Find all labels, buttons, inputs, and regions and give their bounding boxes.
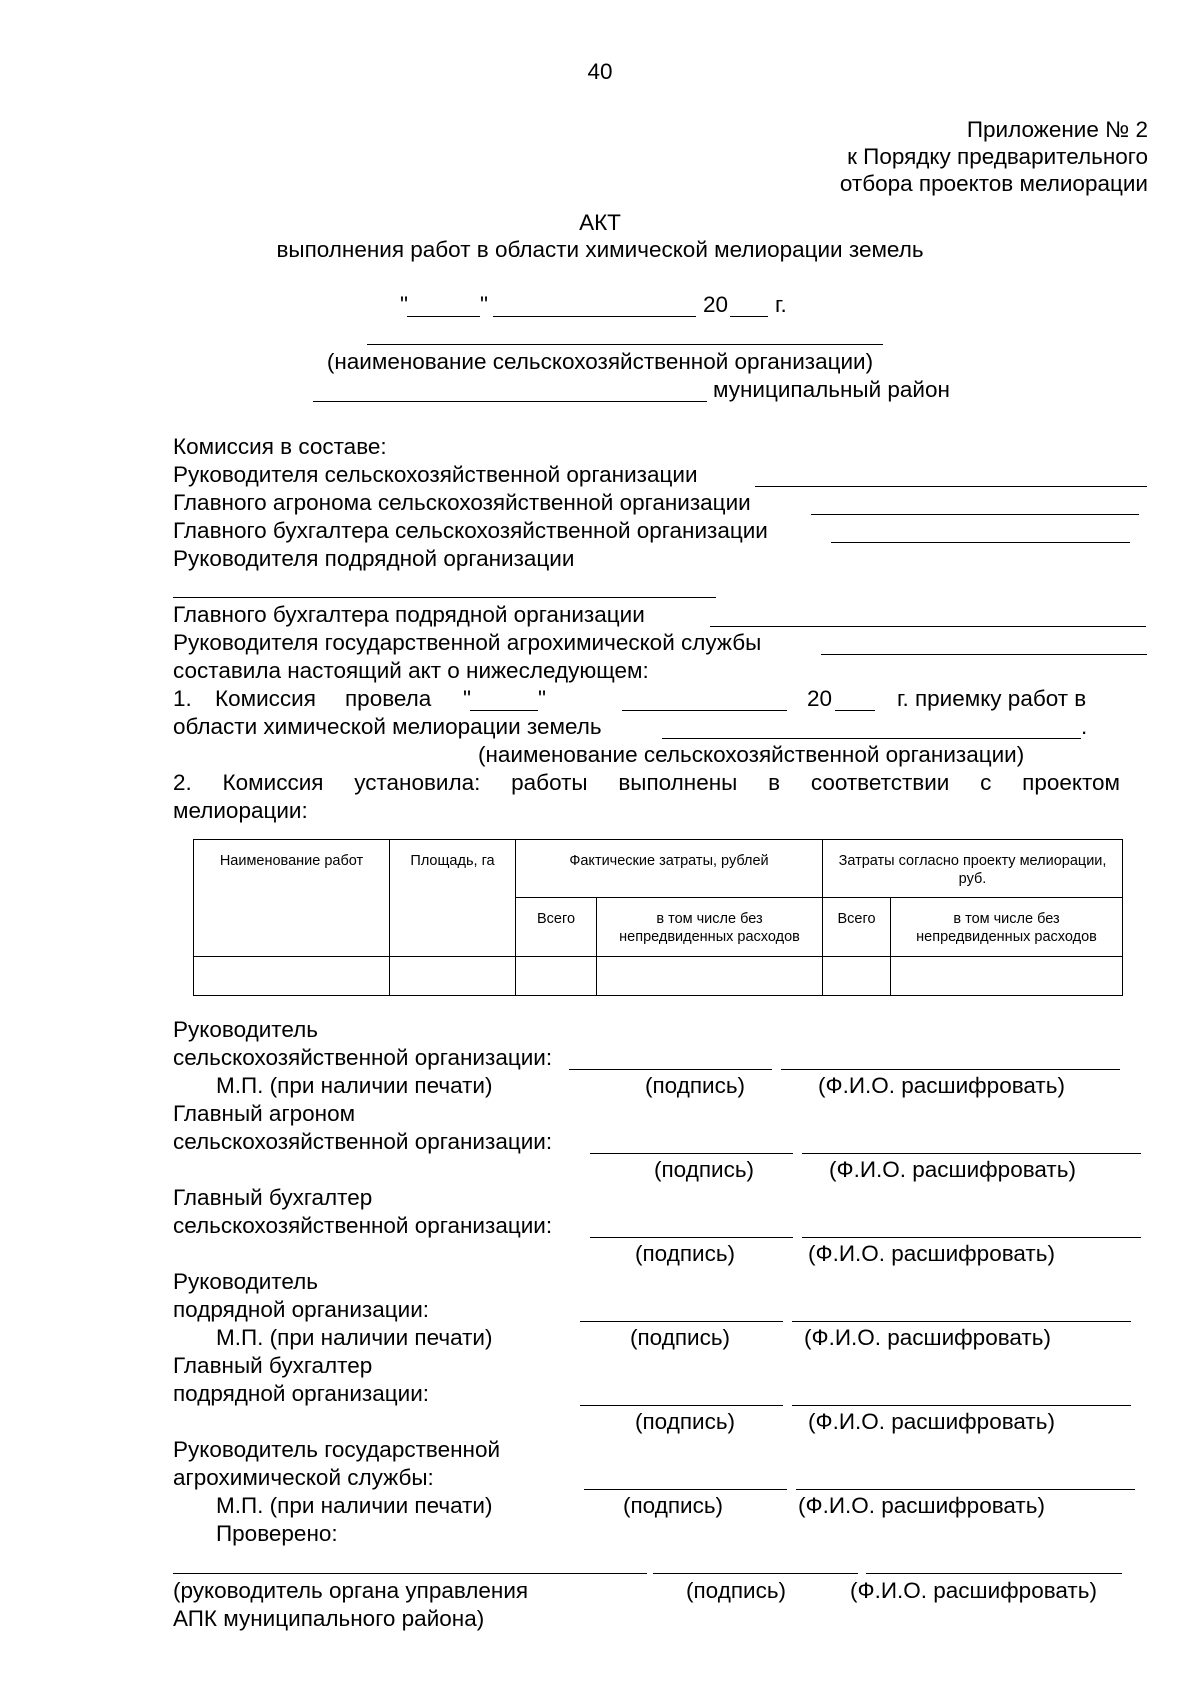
item1-day-field[interactable]: [470, 710, 538, 711]
item1-line2: области химической мелиорации земель: [173, 714, 602, 739]
item1-word-conducted: провела: [345, 686, 432, 711]
table-header-project: Затраты согласно проекту мелиорации, руб.: [823, 840, 1123, 898]
table-header-name: Наименование работ: [194, 840, 390, 957]
member-field[interactable]: [173, 597, 716, 598]
sig3-signature-caption: (подпись): [635, 1241, 736, 1266]
sig4-signature-field[interactable]: [580, 1321, 783, 1322]
table-cell[interactable]: [891, 957, 1123, 996]
item1-quote-open: ": [463, 686, 471, 711]
head-position-field[interactable]: [173, 1573, 647, 1574]
org-name-field[interactable]: [367, 344, 883, 345]
table-cell[interactable]: [194, 957, 390, 996]
item1-number: 1.: [173, 686, 192, 711]
item1-org-field[interactable]: [662, 738, 1081, 739]
sig1-signature-field[interactable]: [569, 1069, 772, 1070]
sig3-fio-field[interactable]: [802, 1237, 1141, 1238]
member-label: Главного агронома сельскохозяйственной организации: [173, 490, 751, 515]
head-signature-caption: (подпись): [686, 1578, 787, 1603]
member-label: Главного бухгалтера сельскохозяйственной организации: [173, 518, 768, 543]
checked-label: Проверено:: [216, 1521, 338, 1546]
sig2-title: Главный агроном: [173, 1101, 356, 1126]
item1-month-field[interactable]: [622, 710, 787, 711]
sig5-signature-caption: (подпись): [635, 1409, 736, 1434]
member-label: Главного бухгалтера подрядной организации: [173, 602, 645, 627]
sig2-org: сельскохозяйственной организации:: [173, 1129, 553, 1154]
table-cell[interactable]: [516, 957, 597, 996]
head-caption-line2: АПК муниципального района): [173, 1606, 485, 1631]
item1-year-field[interactable]: [835, 710, 875, 711]
member-label: Руководителя подрядной организации: [173, 546, 575, 571]
table-cell[interactable]: [390, 957, 516, 996]
table-header-actual: Фактические затраты, рублей: [516, 840, 823, 898]
sig2-fio-field[interactable]: [802, 1153, 1141, 1154]
table-cell[interactable]: [597, 957, 823, 996]
member-label: Руководителя государственной агрохимической службы: [173, 630, 762, 655]
sig4-signature-caption: (подпись): [630, 1325, 731, 1350]
table-subheader-total: Всего: [516, 898, 597, 957]
head-fio-field[interactable]: [866, 1573, 1122, 1574]
sig5-signature-field[interactable]: [580, 1405, 783, 1406]
document-subtitle: выполнения работ в области химической мелиорации земель: [276, 237, 924, 262]
sig4-fio-caption: (Ф.И.О. расшифровать): [804, 1325, 1051, 1350]
sig1-fio-caption: (Ф.И.О. расшифровать): [818, 1073, 1065, 1098]
table-header-area: Площадь, га: [390, 840, 516, 957]
sig1-title: Руководитель: [173, 1017, 318, 1042]
head-caption-line1: (руководитель органа управления: [173, 1578, 529, 1603]
item2-line1: 2. Комиссия установила: работы выполнены в соответствии с проектом: [173, 770, 1120, 795]
date-suffix: г.: [775, 292, 787, 317]
member-field[interactable]: [831, 542, 1130, 543]
appendix-line-3: отбора проектов мелиорации: [839, 171, 1148, 196]
item1-quote-close: ": [538, 686, 546, 711]
head-signature-field[interactable]: [653, 1573, 858, 1574]
table-subheader-incl: в том числе без непредвиденных расходов: [891, 898, 1123, 957]
date-year-field[interactable]: [730, 316, 768, 317]
appendix-line-2: к Порядку предварительного: [847, 144, 1148, 169]
item1-word-commission: Комиссия: [215, 686, 316, 711]
item1-year-prefix: 20: [807, 686, 833, 711]
commission-compiled: составила настоящий акт о нижеследующем:: [173, 658, 649, 683]
sig4-title: Руководитель: [173, 1269, 318, 1294]
works-table: [193, 839, 1123, 996]
table-subheader-incl: в том числе без непредвиденных расходов: [597, 898, 823, 957]
sig2-fio-caption: (Ф.И.О. расшифровать): [829, 1157, 1076, 1182]
date-year-prefix: 20: [703, 292, 729, 317]
item1-dot: .: [1081, 714, 1088, 739]
sig6-fio-field[interactable]: [796, 1489, 1135, 1490]
table-row: [194, 957, 1123, 996]
table-cell[interactable]: [823, 957, 891, 996]
sig5-fio-field[interactable]: [792, 1405, 1131, 1406]
sig6-fio-caption: (Ф.И.О. расшифровать): [798, 1493, 1045, 1518]
district-label: муниципальный район: [713, 377, 950, 402]
sig6-org: агрохимической службы:: [173, 1465, 434, 1490]
sig5-org: подрядной организации:: [173, 1381, 430, 1406]
sig4-org: подрядной организации:: [173, 1297, 430, 1322]
date-month-field[interactable]: [493, 316, 696, 317]
item1-tail: г. приемку работ в: [897, 686, 1087, 711]
commission-intro: Комиссия в составе:: [173, 434, 387, 459]
sig6-signature-caption: (подпись): [623, 1493, 724, 1518]
sig1-fio-field[interactable]: [781, 1069, 1120, 1070]
date-quote-open: ": [400, 292, 408, 317]
sig3-fio-caption: (Ф.И.О. расшифровать): [808, 1241, 1055, 1266]
member-field[interactable]: [710, 626, 1146, 627]
sig2-signature-caption: (подпись): [654, 1157, 755, 1182]
sig1-stamp: М.П. (при наличии печати): [216, 1073, 493, 1098]
member-field[interactable]: [821, 654, 1147, 655]
table-subheader-total: Всего: [823, 898, 891, 957]
sig5-title: Главный бухгалтер: [173, 1353, 373, 1378]
sig3-signature-field[interactable]: [590, 1237, 793, 1238]
member-field[interactable]: [811, 514, 1139, 515]
member-label: Руководителя сельскохозяйственной организации: [173, 462, 698, 487]
sig6-stamp: М.П. (при наличии печати): [216, 1493, 493, 1518]
appendix-line-1: Приложение № 2: [966, 117, 1148, 142]
sig6-signature-field[interactable]: [584, 1489, 787, 1490]
member-field[interactable]: [755, 486, 1147, 487]
org-name-caption: (наименование сельскохозяйственной организации): [326, 349, 874, 374]
sig2-signature-field[interactable]: [590, 1153, 793, 1154]
item2-line2: мелиорации:: [173, 798, 308, 823]
sig4-stamp: М.П. (при наличии печати): [216, 1325, 493, 1350]
page-number: 40: [587, 59, 613, 84]
item1-caption: (наименование сельскохозяйственной организации): [478, 742, 1025, 767]
sig5-fio-caption: (Ф.И.О. расшифровать): [808, 1409, 1055, 1434]
sig3-org: сельскохозяйственной организации:: [173, 1213, 553, 1238]
sig3-title: Главный бухгалтер: [173, 1185, 373, 1210]
district-field[interactable]: [313, 401, 707, 402]
sig1-org: сельскохозяйственной организации:: [173, 1045, 553, 1070]
head-fio-caption: (Ф.И.О. расшифровать): [850, 1578, 1097, 1603]
sig4-fio-field[interactable]: [792, 1321, 1131, 1322]
sig6-title: Руководитель государственной: [173, 1437, 501, 1462]
date-day-field[interactable]: [407, 316, 480, 317]
document-title: АКТ: [579, 210, 621, 235]
sig1-signature-caption: (подпись): [645, 1073, 746, 1098]
date-quote-close: ": [480, 292, 488, 317]
